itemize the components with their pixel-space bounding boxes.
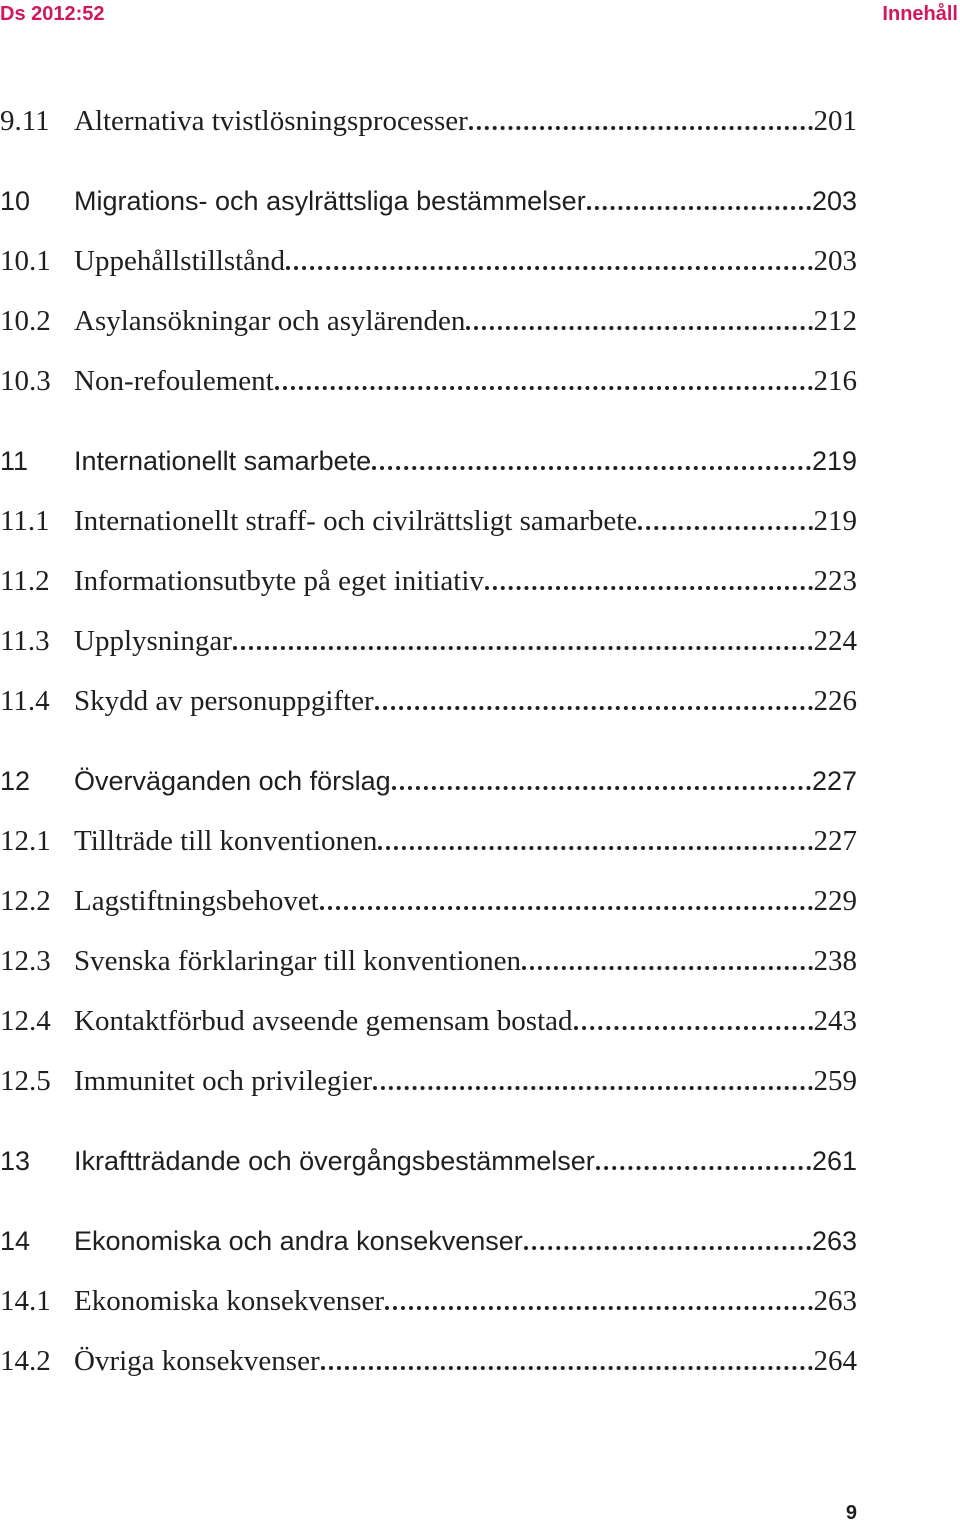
toc-entry-title: Informationsutbyte på eget initiativ (74, 565, 484, 597)
toc-entry-title: Överväganden och förslag (74, 766, 391, 796)
toc-entry[interactable] (0, 98, 857, 138)
toc-entry[interactable] (0, 558, 857, 598)
toc-entry-page: 226 (813, 685, 857, 717)
toc-entry-title: Migrations- och asylrättsliga bestämmelser (74, 186, 586, 216)
toc-entry-title: Asylansökningar och asylärenden (74, 305, 466, 337)
toc-entry-number: 13 (0, 1146, 31, 1176)
toc-entry-page: 203 (813, 245, 857, 277)
toc-entry-page: 229 (813, 885, 857, 917)
dot-leader (596, 1144, 811, 1178)
toc-entry-page: 212 (813, 305, 857, 337)
toc-entry-number: 12.4 (0, 1005, 51, 1037)
dot-leader (378, 824, 812, 858)
toc-entry-title: Ekonomiska konsekvenser (74, 1285, 385, 1317)
dot-leader (485, 564, 813, 598)
dot-leader (587, 184, 811, 218)
toc-entry-title: Övriga konsekvenser (74, 1345, 320, 1377)
toc-entry-page: 219 (811, 446, 857, 476)
dot-leader (375, 684, 813, 718)
toc-entry-number: 11.3 (0, 625, 50, 657)
toc-entry-title: Alternativa tvistlösningsprocesser (74, 105, 468, 137)
toc-entry-page: 263 (811, 1226, 857, 1256)
dot-leader (466, 304, 812, 338)
toc-entry-number: 9.11 (0, 105, 50, 137)
toc-entry-page: 263 (813, 1285, 857, 1317)
toc-entry-number: 10.1 (0, 245, 51, 277)
toc-entry-page: 201 (813, 105, 857, 137)
toc-entry-page: 259 (813, 1065, 857, 1097)
section-name: Innehåll (882, 3, 958, 25)
toc-entry[interactable] (0, 298, 857, 338)
toc-entry-number: 12.2 (0, 885, 51, 917)
toc-entry[interactable] (0, 1278, 857, 1318)
dot-leader (373, 1064, 813, 1098)
toc-entry-title: Lagstiftningsbehovet (74, 885, 319, 917)
dot-leader (392, 764, 811, 798)
toc-entry-page: 203 (811, 186, 857, 216)
toc-entry-number: 10.2 (0, 305, 51, 337)
toc-entry-number: 14.1 (0, 1285, 51, 1317)
toc-entry-page: 238 (813, 945, 857, 977)
toc-entry[interactable] (0, 1338, 857, 1378)
toc-entry-number: 11.1 (0, 505, 50, 537)
toc-entry-page: 224 (813, 625, 857, 657)
dot-leader (286, 244, 812, 278)
toc-entry-page: 223 (813, 565, 857, 597)
dot-leader (321, 1344, 813, 1378)
toc-chapter-entry[interactable] (0, 1218, 857, 1258)
toc-entry-number: 11.4 (0, 685, 50, 717)
toc-chapter-entry[interactable] (0, 758, 857, 798)
toc-entry-page: 264 (813, 1345, 857, 1377)
toc-chapter-entry[interactable] (0, 438, 857, 478)
toc-entry-title: Upplysningar (74, 625, 232, 657)
dot-leader (469, 104, 813, 138)
toc-chapter-entry[interactable] (0, 1138, 857, 1178)
toc-entry-title: Svenska förklaringar till konventionen (74, 945, 521, 977)
toc-entry-title: Kontaktförbud avseende gemensam bostad (74, 1005, 573, 1037)
toc-entry-page: 227 (811, 766, 857, 796)
toc-entry-number: 12.5 (0, 1065, 51, 1097)
toc-entry[interactable] (0, 498, 857, 538)
toc-entry-number: 12 (0, 766, 31, 796)
toc-entry-title: Skydd av personuppgifter (74, 685, 374, 717)
toc-entry[interactable] (0, 998, 857, 1038)
toc-entry-title: Non-refoulement (74, 365, 274, 397)
dot-leader (522, 944, 813, 978)
toc-entry[interactable] (0, 358, 857, 398)
toc-entry-number: 10 (0, 186, 31, 216)
toc-entry-page: 243 (813, 1005, 857, 1037)
dot-leader (275, 364, 813, 398)
toc-entry-page: 227 (813, 825, 857, 857)
toc-entry-title: Uppehållstillstånd (74, 245, 286, 277)
dot-leader (372, 444, 811, 478)
toc-entry-title: Ekonomiska och andra konsekvenser (74, 1226, 523, 1256)
toc-entry-title: Immunitet och privilegier (74, 1065, 372, 1097)
toc-entry-page: 216 (813, 365, 857, 397)
page-number: 9 (845, 1502, 857, 1524)
toc-entry-number: 12.3 (0, 945, 51, 977)
toc-entry[interactable] (0, 238, 857, 278)
toc-entry[interactable] (0, 938, 857, 978)
dot-leader (574, 1004, 813, 1038)
toc-entry[interactable] (0, 678, 857, 718)
toc-entry[interactable] (0, 878, 857, 918)
toc-entry-number: 14.2 (0, 1345, 51, 1377)
running-header (0, 0, 960, 30)
toc-chapter-entry[interactable] (0, 178, 857, 218)
document-id: Ds 2012:52 (0, 3, 105, 25)
toc-entry-title: Internationellt samarbete (74, 446, 372, 476)
toc-entry-page: 219 (813, 505, 857, 537)
toc-entry-number: 12.1 (0, 825, 51, 857)
dot-leader (320, 884, 813, 918)
toc-entry-number: 11.2 (0, 565, 50, 597)
toc-entry-title: Tillträde till konventionen (74, 825, 378, 857)
toc-entry[interactable] (0, 618, 857, 658)
dot-leader (638, 504, 812, 538)
toc-entry-number: 14 (0, 1226, 31, 1256)
dot-leader (385, 1284, 812, 1318)
dot-leader (524, 1224, 811, 1258)
dot-leader (233, 624, 813, 658)
toc-entry-page: 261 (811, 1146, 857, 1176)
toc-entry-number: 10.3 (0, 365, 51, 397)
toc-entry[interactable] (0, 818, 857, 858)
toc-entry-title: Ikraftträdande och övergångsbestämmelser (74, 1146, 595, 1176)
toc-entry-title: Internationellt straff- och civilrättsligt samarbete (74, 505, 638, 537)
toc-entry-number: 11 (0, 446, 29, 476)
toc-entry[interactable] (0, 1058, 857, 1098)
